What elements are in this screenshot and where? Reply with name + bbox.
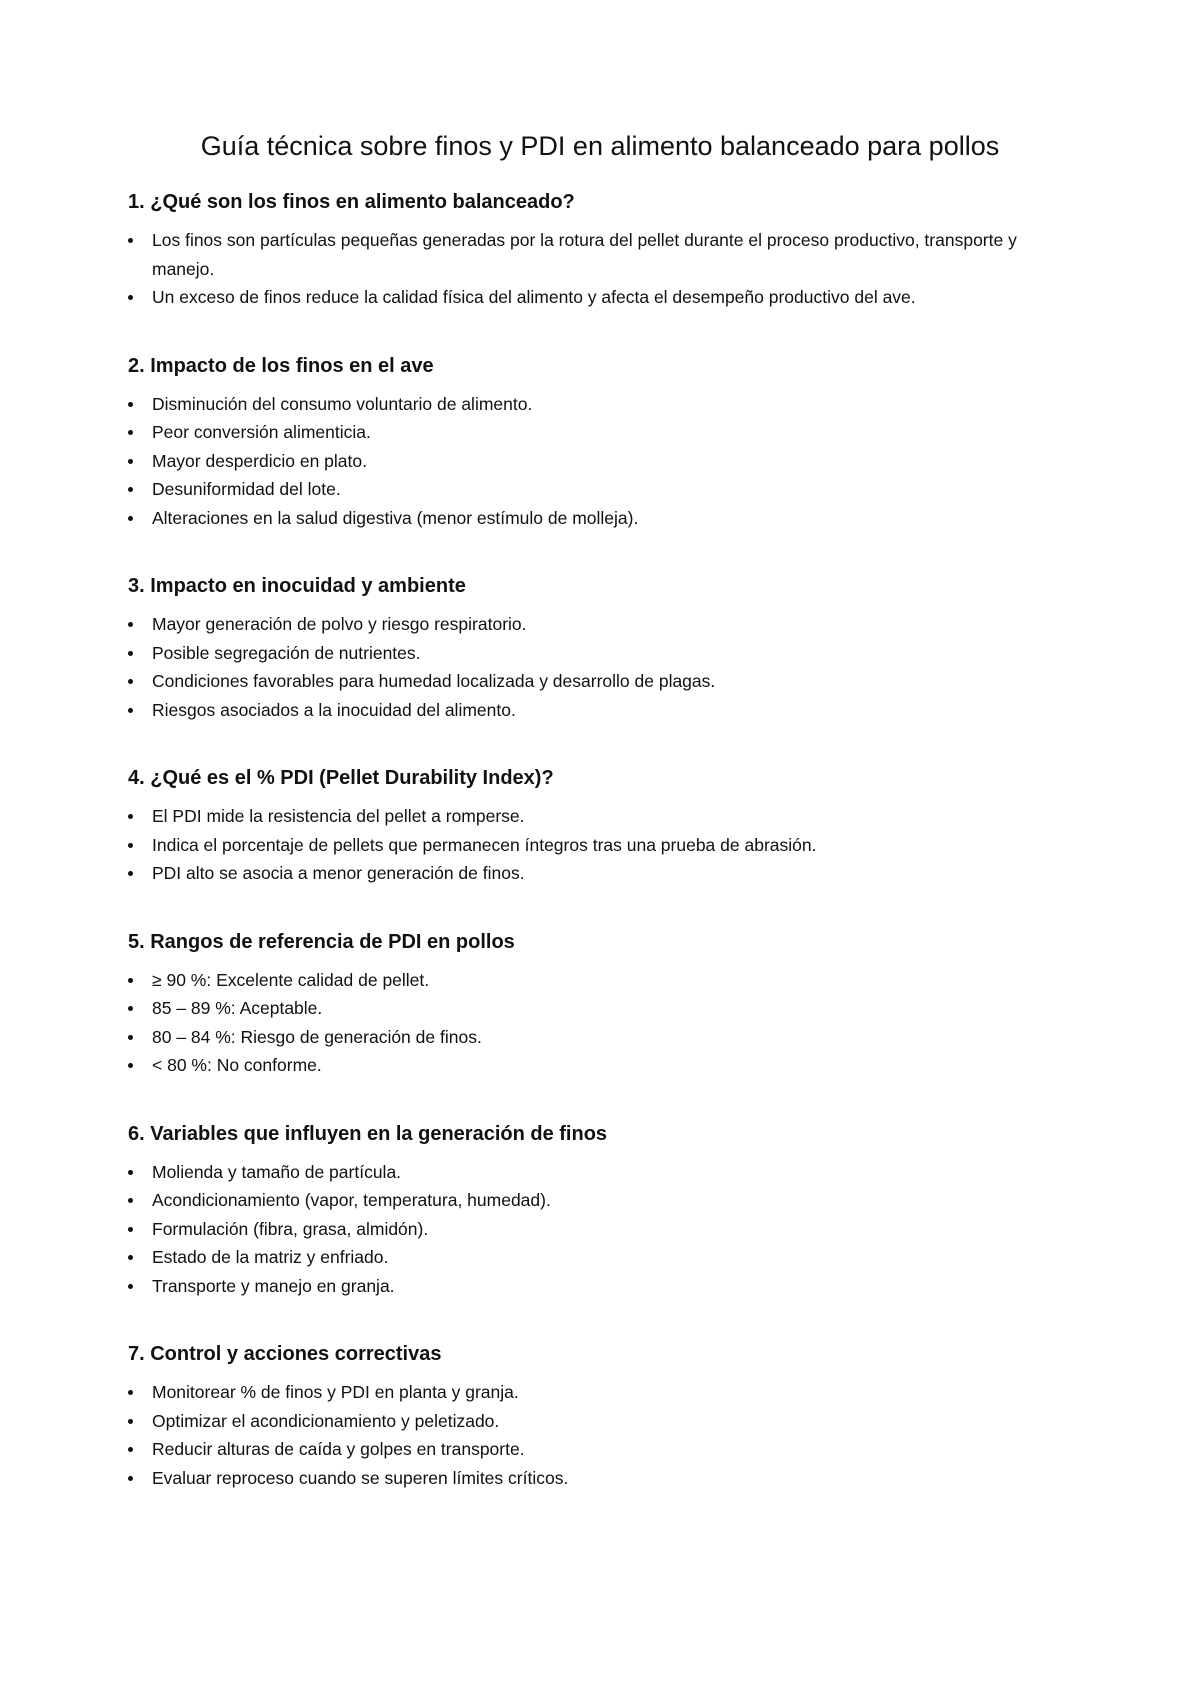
bullet-list (128, 610, 1080, 724)
section-heading: 2. Impacto de los finos en el ave (128, 354, 434, 377)
bullet-list (128, 1378, 1080, 1492)
bullet-icon (128, 843, 133, 848)
list-item (128, 226, 1080, 283)
list-item (128, 475, 1080, 504)
list-item (128, 1378, 1080, 1407)
list-item (128, 1158, 1080, 1187)
list-item-text: Acondicionamiento (vapor, temperatura, humedad). (152, 1190, 551, 1210)
list-item (128, 1407, 1080, 1436)
list-item (128, 1023, 1080, 1052)
bullet-icon (128, 708, 133, 713)
list-item-text: El PDI mide la resistencia del pellet a romperse. (152, 806, 525, 826)
list-item (128, 802, 1080, 831)
list-item (128, 639, 1080, 668)
section-heading: 1. ¿Qué son los finos en alimento balanceado? (128, 191, 575, 213)
section-heading: 5. Rangos de referencia de PDI en pollos (128, 930, 515, 953)
list-item-text: ≥ 90 %: Excelente calidad de pellet. (152, 969, 430, 990)
list-item-text: 85 – 89 %: Aceptable. (152, 998, 323, 1018)
section-3 (128, 572, 1080, 724)
document-body (128, 188, 1080, 1492)
section-7 (128, 1340, 1080, 1492)
list-item-text: Monitorear % de finos y PDI en planta y granja. (152, 1382, 519, 1402)
bullet-icon (128, 871, 133, 876)
list-item-text: Mayor desperdicio en plato. (152, 450, 367, 471)
bullet-icon (128, 679, 133, 684)
bullet-icon (128, 814, 133, 819)
bullet-icon (128, 1198, 133, 1203)
bullet-icon (128, 1476, 133, 1481)
list-item-text: Mayor generación de polvo y riesgo respiratorio. (152, 614, 527, 634)
list-item (128, 1243, 1080, 1272)
list-item-text: Condiciones favorables para humedad localizada y desarrollo de plagas. (152, 671, 716, 691)
bullet-icon (128, 459, 133, 464)
list-item (128, 859, 1080, 888)
section-1 (128, 188, 1080, 312)
list-item-text: Indica el porcentaje de pellets que permanecen íntegros tras una prueba de abrasión. (152, 834, 817, 855)
bullet-icon (128, 651, 133, 656)
bullet-icon (128, 430, 133, 435)
bullet-icon (128, 1419, 133, 1424)
list-item (128, 390, 1080, 419)
bullet-icon (128, 1063, 133, 1068)
list-item (128, 696, 1080, 725)
list-item (128, 667, 1080, 696)
bullet-list (128, 966, 1080, 1080)
bullet-icon (128, 1170, 133, 1175)
section-2 (128, 352, 1080, 533)
list-item (128, 610, 1080, 639)
list-item (128, 283, 1080, 312)
list-item-text: 80 – 84 %: Riesgo de generación de finos. (152, 1026, 482, 1047)
document-title: Guía técnica sobre finos y PDI en alimento balanceado para pollos (200, 131, 1000, 161)
list-item (128, 1435, 1080, 1464)
list-item (128, 447, 1080, 476)
bullet-list (128, 390, 1080, 533)
bullet-icon (128, 1255, 133, 1260)
section-heading: 7. Control y acciones correctivas (128, 1343, 442, 1365)
bullet-icon (128, 1390, 133, 1395)
list-item-text: < 80 %: No conforme. (152, 1055, 322, 1075)
bullet-icon (128, 978, 133, 983)
bullet-icon (128, 1035, 133, 1040)
list-item-text: Optimizar el acondicionamiento y peletizado. (152, 1410, 500, 1431)
bullet-icon (128, 622, 133, 627)
bullet-icon (128, 402, 133, 407)
list-item (128, 1186, 1080, 1215)
list-item-text: Molienda y tamaño de partícula. (152, 1161, 402, 1182)
bullet-icon (128, 1006, 133, 1011)
section-heading: 4. ¿Qué es el % PDI (Pellet Durability Index)? (128, 767, 554, 789)
list-item-text: Peor conversión alimenticia. (152, 422, 371, 442)
list-item (128, 966, 1080, 995)
list-item (128, 418, 1080, 447)
list-item-text: Riesgos asociados a la inocuidad del alimento. (152, 699, 516, 720)
section-heading: 6. Variables que influyen en la generación de finos (128, 1122, 608, 1145)
bullet-list (128, 1158, 1080, 1301)
list-item (128, 831, 1080, 860)
list-item-text: Posible segregación de nutrientes. (152, 642, 421, 663)
list-item (128, 994, 1080, 1023)
section-heading: 3. Impacto en inocuidad y ambiente (128, 575, 466, 597)
list-item (128, 1272, 1080, 1301)
list-item-text: Evaluar reproceso cuando se superen límites críticos. (152, 1467, 569, 1488)
list-item (128, 1215, 1080, 1244)
list-item-text: Desuniformidad del lote. (152, 479, 341, 499)
list-item-text: PDI alto se asocia a menor generación de finos. (152, 863, 525, 883)
bullet-list (128, 226, 1080, 312)
bullet-icon (128, 1284, 133, 1289)
list-item (128, 1051, 1080, 1080)
section-6 (128, 1120, 1080, 1301)
section-4 (128, 764, 1080, 888)
list-item (128, 504, 1080, 533)
bullet-icon (128, 1227, 133, 1232)
bullet-icon (128, 238, 133, 243)
list-item-text: Estado de la matriz y enfriado. (152, 1247, 389, 1267)
bullet-list (128, 802, 1080, 888)
bullet-icon (128, 1447, 133, 1452)
list-item-text: Alteraciones en la salud digestiva (menor estímulo de molleja). (152, 507, 639, 528)
list-item-text: Un exceso de finos reduce la calidad física del alimento y afecta el desempeño productivo del ave. (152, 287, 916, 307)
list-item-text: Reducir alturas de caída y golpes en transporte. (152, 1439, 525, 1459)
list-item (128, 1464, 1080, 1493)
list-item-text: Formulación (fibra, grasa, almidón). (152, 1218, 429, 1239)
bullet-icon (128, 487, 133, 492)
bullet-icon (128, 516, 133, 521)
bullet-icon (128, 295, 133, 300)
list-item-text: Los finos son partículas pequeñas generadas por la rotura del pellet durante el proceso productivo, transporte y manejo. (152, 230, 1017, 279)
list-item-text: Disminución del consumo voluntario de alimento. (152, 393, 533, 414)
list-item-text: Transporte y manejo en granja. (152, 1275, 395, 1296)
section-5 (128, 928, 1080, 1080)
